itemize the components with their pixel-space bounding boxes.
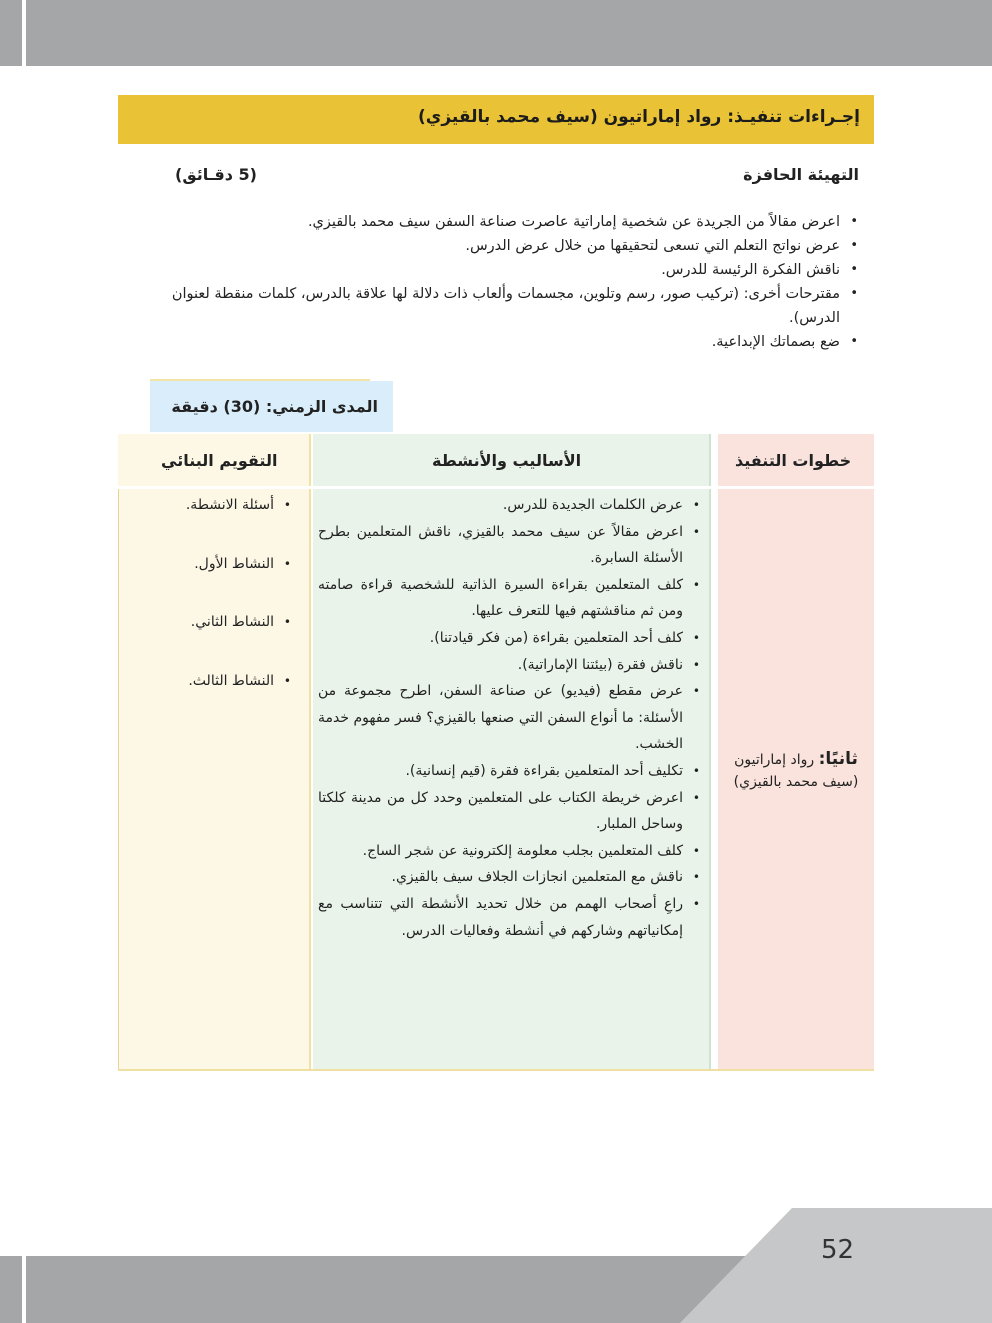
activity-item: • ناقش مع المتعلمين انجازات الجلاف سيف بالقيزي. [318, 864, 703, 891]
activity-item: • راعِ أصحاب الهمم من خلال تحديد الأنشطة التي تتناسب مع إمكانياتهم وشاركهم في أنشطة وفعاليات الدرس. [318, 891, 703, 944]
header-separator [118, 486, 874, 489]
step-label: ثانيًا: [818, 749, 858, 769]
activity-item: • اعرض خريطة الكتاب على المتعلمين وحدد كل من مدينة كلكتا وساحل الملبار. [318, 785, 703, 838]
top-bar-stripe [22, 0, 26, 66]
activity-item: • اعرض مقالاً عن سيف محمد بالقيزي، ناقش المتعلمين بطرح الأسئلة السابرة. [318, 519, 703, 572]
activity-item: • عرض الكلمات الجديدة للدرس. [318, 492, 703, 519]
column-divider [309, 434, 311, 1071]
header-activities: الأساليب والأنشطة [432, 451, 582, 470]
evaluation-item: • النشاط الثالث. [128, 668, 294, 695]
evaluation-list [128, 492, 294, 694]
table-bottom-border [118, 1069, 874, 1071]
activity-item: • عرض مقطع (فيديو) عن صناعة السفن، اطرح مجموعة من الأسئلة: ما أنواع السفن التي صنعها بالقيزي؟ فسر مفهوم خدمة الخشب. [318, 678, 703, 758]
table-left-border [118, 489, 119, 1071]
evaluation-item: • النشاط الثاني. [128, 609, 294, 636]
activity-item: • كلف المتعلمين بقراءة السيرة الذاتية للشخصية قراءة صامته ومن ثم مناقشتهم فيها للتعرف عليها. [318, 572, 703, 625]
intro-duration: (5 دقـائق) [175, 165, 257, 184]
activity-item: • ناقش فقرة (بيئتنا الإماراتية). [318, 652, 703, 679]
intro-item: • مقترحات أخرى: (تركيب صور، رسم وتلوين، مجسمات وألعاب ذات دلالة لها علاقة بالدرس، كلمات منقطة لعنوان الدرس). [130, 282, 860, 330]
header-steps: خطوات التنفيذ [735, 451, 852, 470]
bottom-bar-stripe [22, 1256, 26, 1323]
intro-item: • ضع بصماتك الإبداعية. [130, 330, 860, 354]
column-divider [709, 434, 711, 1071]
intro-item: • عرض نواتج التعلم التي تسعى لتحقيقها من خلال عرض الدرس. [130, 234, 860, 258]
evaluation-item: • أسئلة الانشطة. [128, 492, 294, 519]
evaluation-item: • النشاط الأول. [128, 551, 294, 578]
page-number: 52 [821, 1235, 855, 1265]
lesson-table [118, 434, 874, 1071]
step-text: رواد إماراتيون (سيف محمد بالقيزي) [733, 752, 859, 790]
intro-item: • ناقش الفكرة الرئيسة للدرس. [130, 258, 860, 282]
step-cell [723, 748, 869, 793]
top-bar [0, 0, 992, 66]
activities-list [318, 492, 703, 944]
activity-item: • كلف أحد المتعلمين بقراءة (من فكر قيادتنا). [318, 625, 703, 652]
duration-tab [150, 381, 393, 432]
header-evaluation: التقويم البنائي [161, 451, 278, 470]
intro-list [130, 210, 860, 354]
duration-label: المدى الزمني: (30) دقيقة [171, 397, 378, 416]
activity-item: • تكليف أحد المتعلمين بقراءة فقرة (قيم إنسانية). [318, 758, 703, 785]
page-title: إجـراءات تنفيـذ: رواد إماراتيون (سيف محمد بالقيزي) [418, 107, 860, 127]
intro-heading: التهيئة الحافزة [743, 165, 859, 184]
title-bar [118, 95, 874, 144]
intro-item: • اعرض مقالاً من الجريدة عن شخصية إماراتية عاصرت صناعة السفن سيف محمد بالقيزي. [130, 210, 860, 234]
activity-item: • كلف المتعلمين بجلب معلومة إلكترونية عن شجر الساج. [318, 838, 703, 865]
